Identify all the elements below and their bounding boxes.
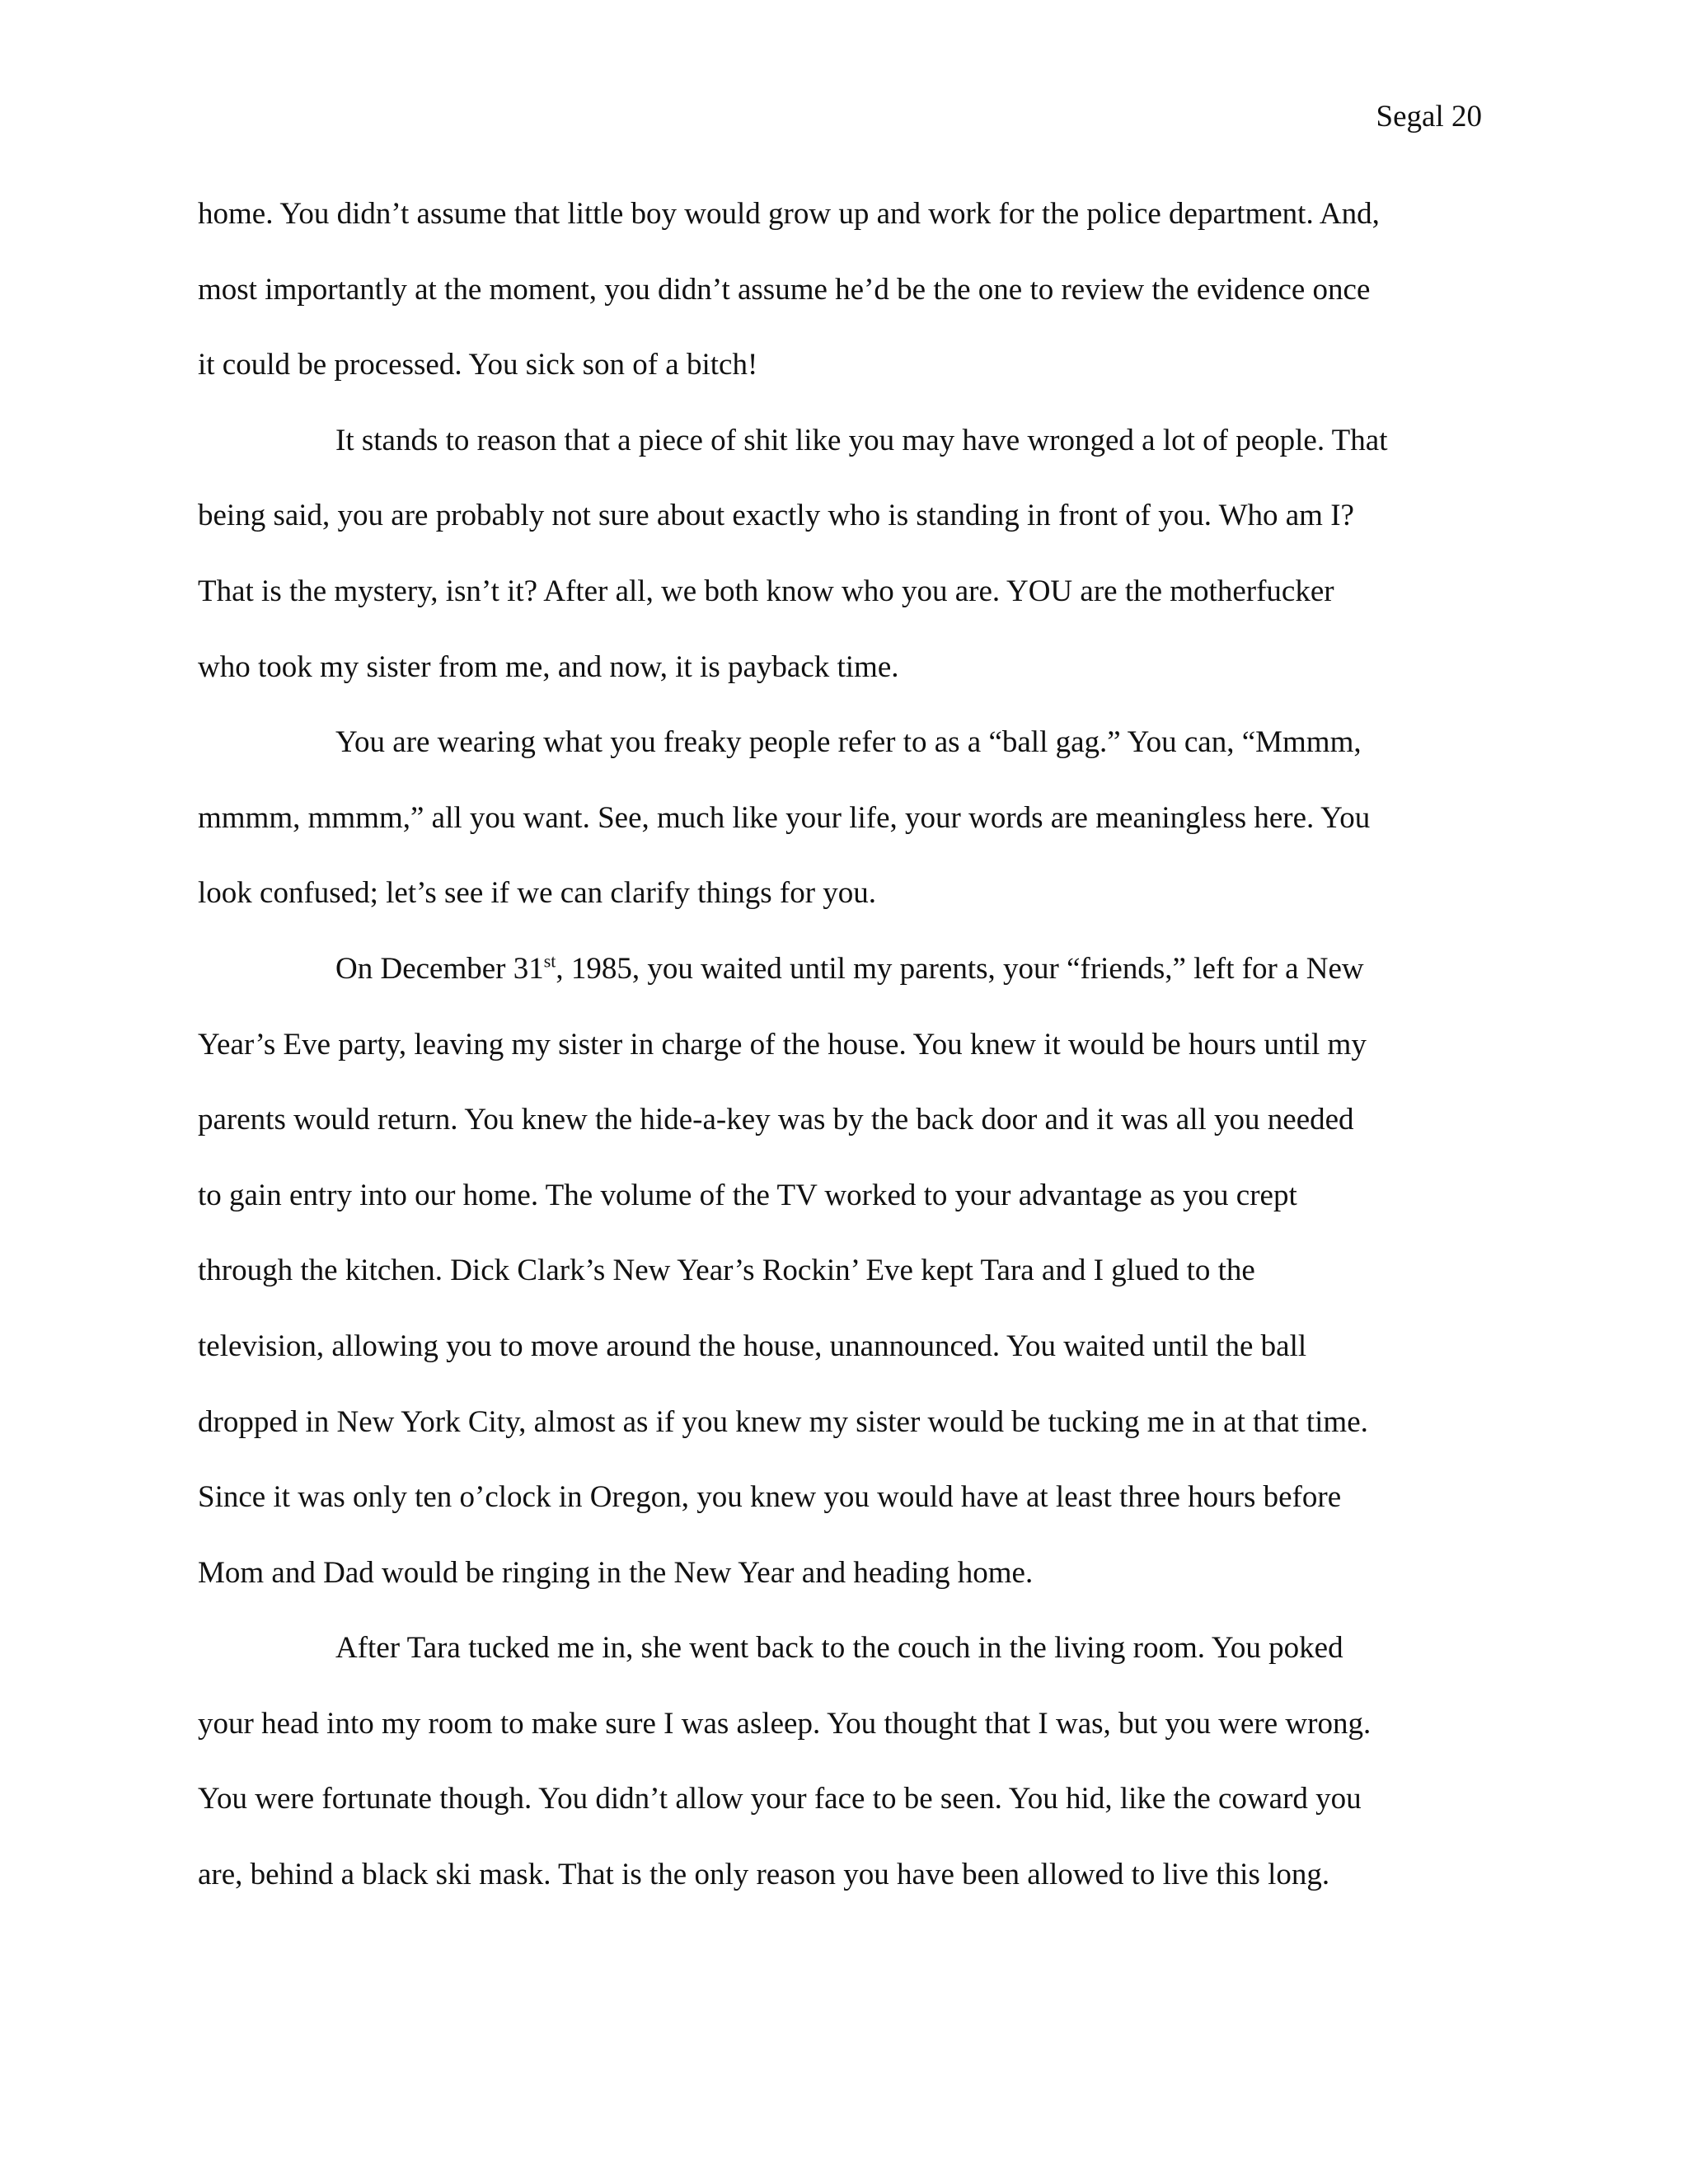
text-line: You were fortunate though. You didn’t allow your face to be seen. You hid, like the coward you — [198, 1782, 1362, 1816]
body-text — [198, 194, 1484, 1931]
paragraph-first-line — [198, 949, 1484, 1025]
text-line: mmmm, mmmm,” all you want. See, much like your life, your words are meaningless here. You — [198, 800, 1371, 835]
text-line: most importantly at the moment, you didn’t assume he’d be the one to review the evidence once — [198, 272, 1371, 307]
text-line: to gain entry into our home. The volume of the TV worked to your advantage as you crept — [198, 1178, 1297, 1212]
text-line: home. You didn’t assume that little boy would grow up and work for the police department. And, — [198, 197, 1380, 231]
running-head: Segal 20 — [1376, 100, 1482, 134]
paragraph-first-line: It stands to reason that a piece of shit like you may have wronged a lot of people. That — [335, 423, 1388, 457]
text-segment: On December 31 — [335, 951, 544, 986]
text-line: Year’s Eve party, leaving my sister in charge of the house. You knew it would be hours until my — [198, 1027, 1367, 1062]
text-line: Mom and Dad would be ringing in the New Year and heading home. — [198, 1555, 1034, 1590]
text-line: Since it was only ten o’clock in Oregon, you knew you would have at least three hours before — [198, 1480, 1342, 1515]
text-segment: , 1985, you waited until my parents, your “friends,” left for a New — [556, 951, 1364, 986]
text-line: through the kitchen. Dick Clark’s New Year’s Rockin’ Eve kept Tara and I glued to the — [198, 1254, 1255, 1288]
ordinal-superscript: st — [543, 950, 556, 972]
paragraph-first-line: After Tara tucked me in, she went back to the couch in the living room. You poked — [335, 1631, 1343, 1666]
text-line: it could be processed. You sick son of a bitch! — [198, 348, 758, 382]
text-line: dropped in New York City, almost as if you knew my sister would be tucking me in at that time. — [198, 1404, 1368, 1439]
text-line: being said, you are probably not sure about exactly who is standing in front of you. Who am I? — [198, 499, 1354, 533]
text-line: are, behind a black ski mask. That is the only reason you have been allowed to live this long. — [198, 1858, 1330, 1892]
text-line: look confused; let’s see if we can clarify things for you. — [198, 876, 877, 911]
text-line: television, allowing you to move around the house, unannounced. You waited until the ball — [198, 1329, 1307, 1363]
text-line: your head into my room to make sure I was asleep. You thought that I was, but you were wrong. — [198, 1706, 1372, 1741]
paragraph-first-line: You are wearing what you freaky people refer to as a “ball gag.” You can, “Mmmm, — [335, 725, 1362, 760]
text-line: That is the mystery, isn’t it? After all, we both know who you are. YOU are the motherfucker — [198, 574, 1334, 608]
text-line: parents would return. You knew the hide-a-key was by the back door and it was all you needed — [198, 1103, 1354, 1137]
text-line: who took my sister from me, and now, it is payback time. — [198, 649, 899, 684]
